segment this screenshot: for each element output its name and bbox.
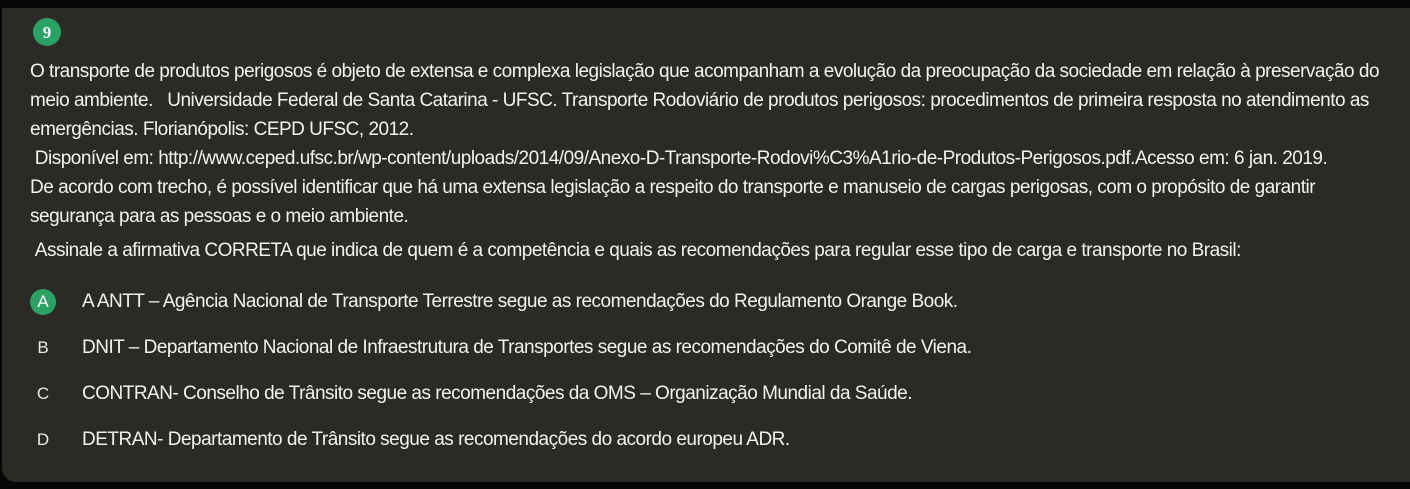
option-c[interactable] [30, 381, 1410, 407]
question-number: 9 [42, 22, 52, 42]
question-paragraph: De acordo com trecho, é possível identificar que há uma extensa legislação a respeito do transporte e manuseio de cargas perigosas, com o propósito de garantir segurança para as pessoas e o meio ambiente. [30, 177, 1320, 227]
option-a-letter-badge: A [30, 289, 56, 315]
question-panel [2, 8, 1410, 482]
option-c-text: CONTRAN- Conselho de Trânsito segue as recomendações da OMS – Organização Mundial da Saúde. [82, 383, 913, 404]
question-prompt: Assinale a afirmativa CORRETA que indica de quem é a competência e quais as recomendações para regular esse tipo de carga e transporte no Brasil: [30, 240, 1241, 261]
option-d[interactable] [30, 427, 1410, 453]
option-b-letter-badge: B [37, 338, 49, 357]
question-number-badge [33, 18, 61, 46]
option-b[interactable] [30, 335, 1410, 361]
option-a[interactable] [30, 289, 1410, 315]
question-paragraph: O transporte de produtos perigosos é objeto de extensa e complexa legislação que acompanham a evolução da preocupação da sociedade em relação à preservação do meio ambiente. Universidade Federal de Santa Catarina - UFSC. Transporte Rodoviário de produtos perigosos: procedimentos de primeira resposta no atendimento as emergências. Florianópolis: CEPD UFSC, 2012. [30, 61, 1384, 140]
options-list [2, 289, 1410, 453]
option-b-text: DNIT – Departamento Nacional de Infraestrutura de Transportes segue as recomendações do Comitê de Viena. [82, 337, 972, 358]
option-c-letter-badge: C [36, 384, 50, 403]
option-a-text: A ANTT – Agência Nacional de Transporte Terrestre segue as recomendações do Regulamento Orange Book. [82, 291, 958, 312]
question-text [30, 57, 1388, 265]
option-d-letter-badge: D [36, 430, 50, 449]
option-d-text: DETRAN- Departamento de Trânsito segue as recomendações do acordo europeu ADR. [82, 429, 790, 450]
question-source-link: Disponível em: http://www.ceped.ufsc.br/wp-content/uploads/2014/09/Anexo-D-Transporte-Rodovi%C3%A1rio-de-Produtos-Perigosos.pdf.Acesso em: 6 jan. 2019. [30, 148, 1328, 169]
